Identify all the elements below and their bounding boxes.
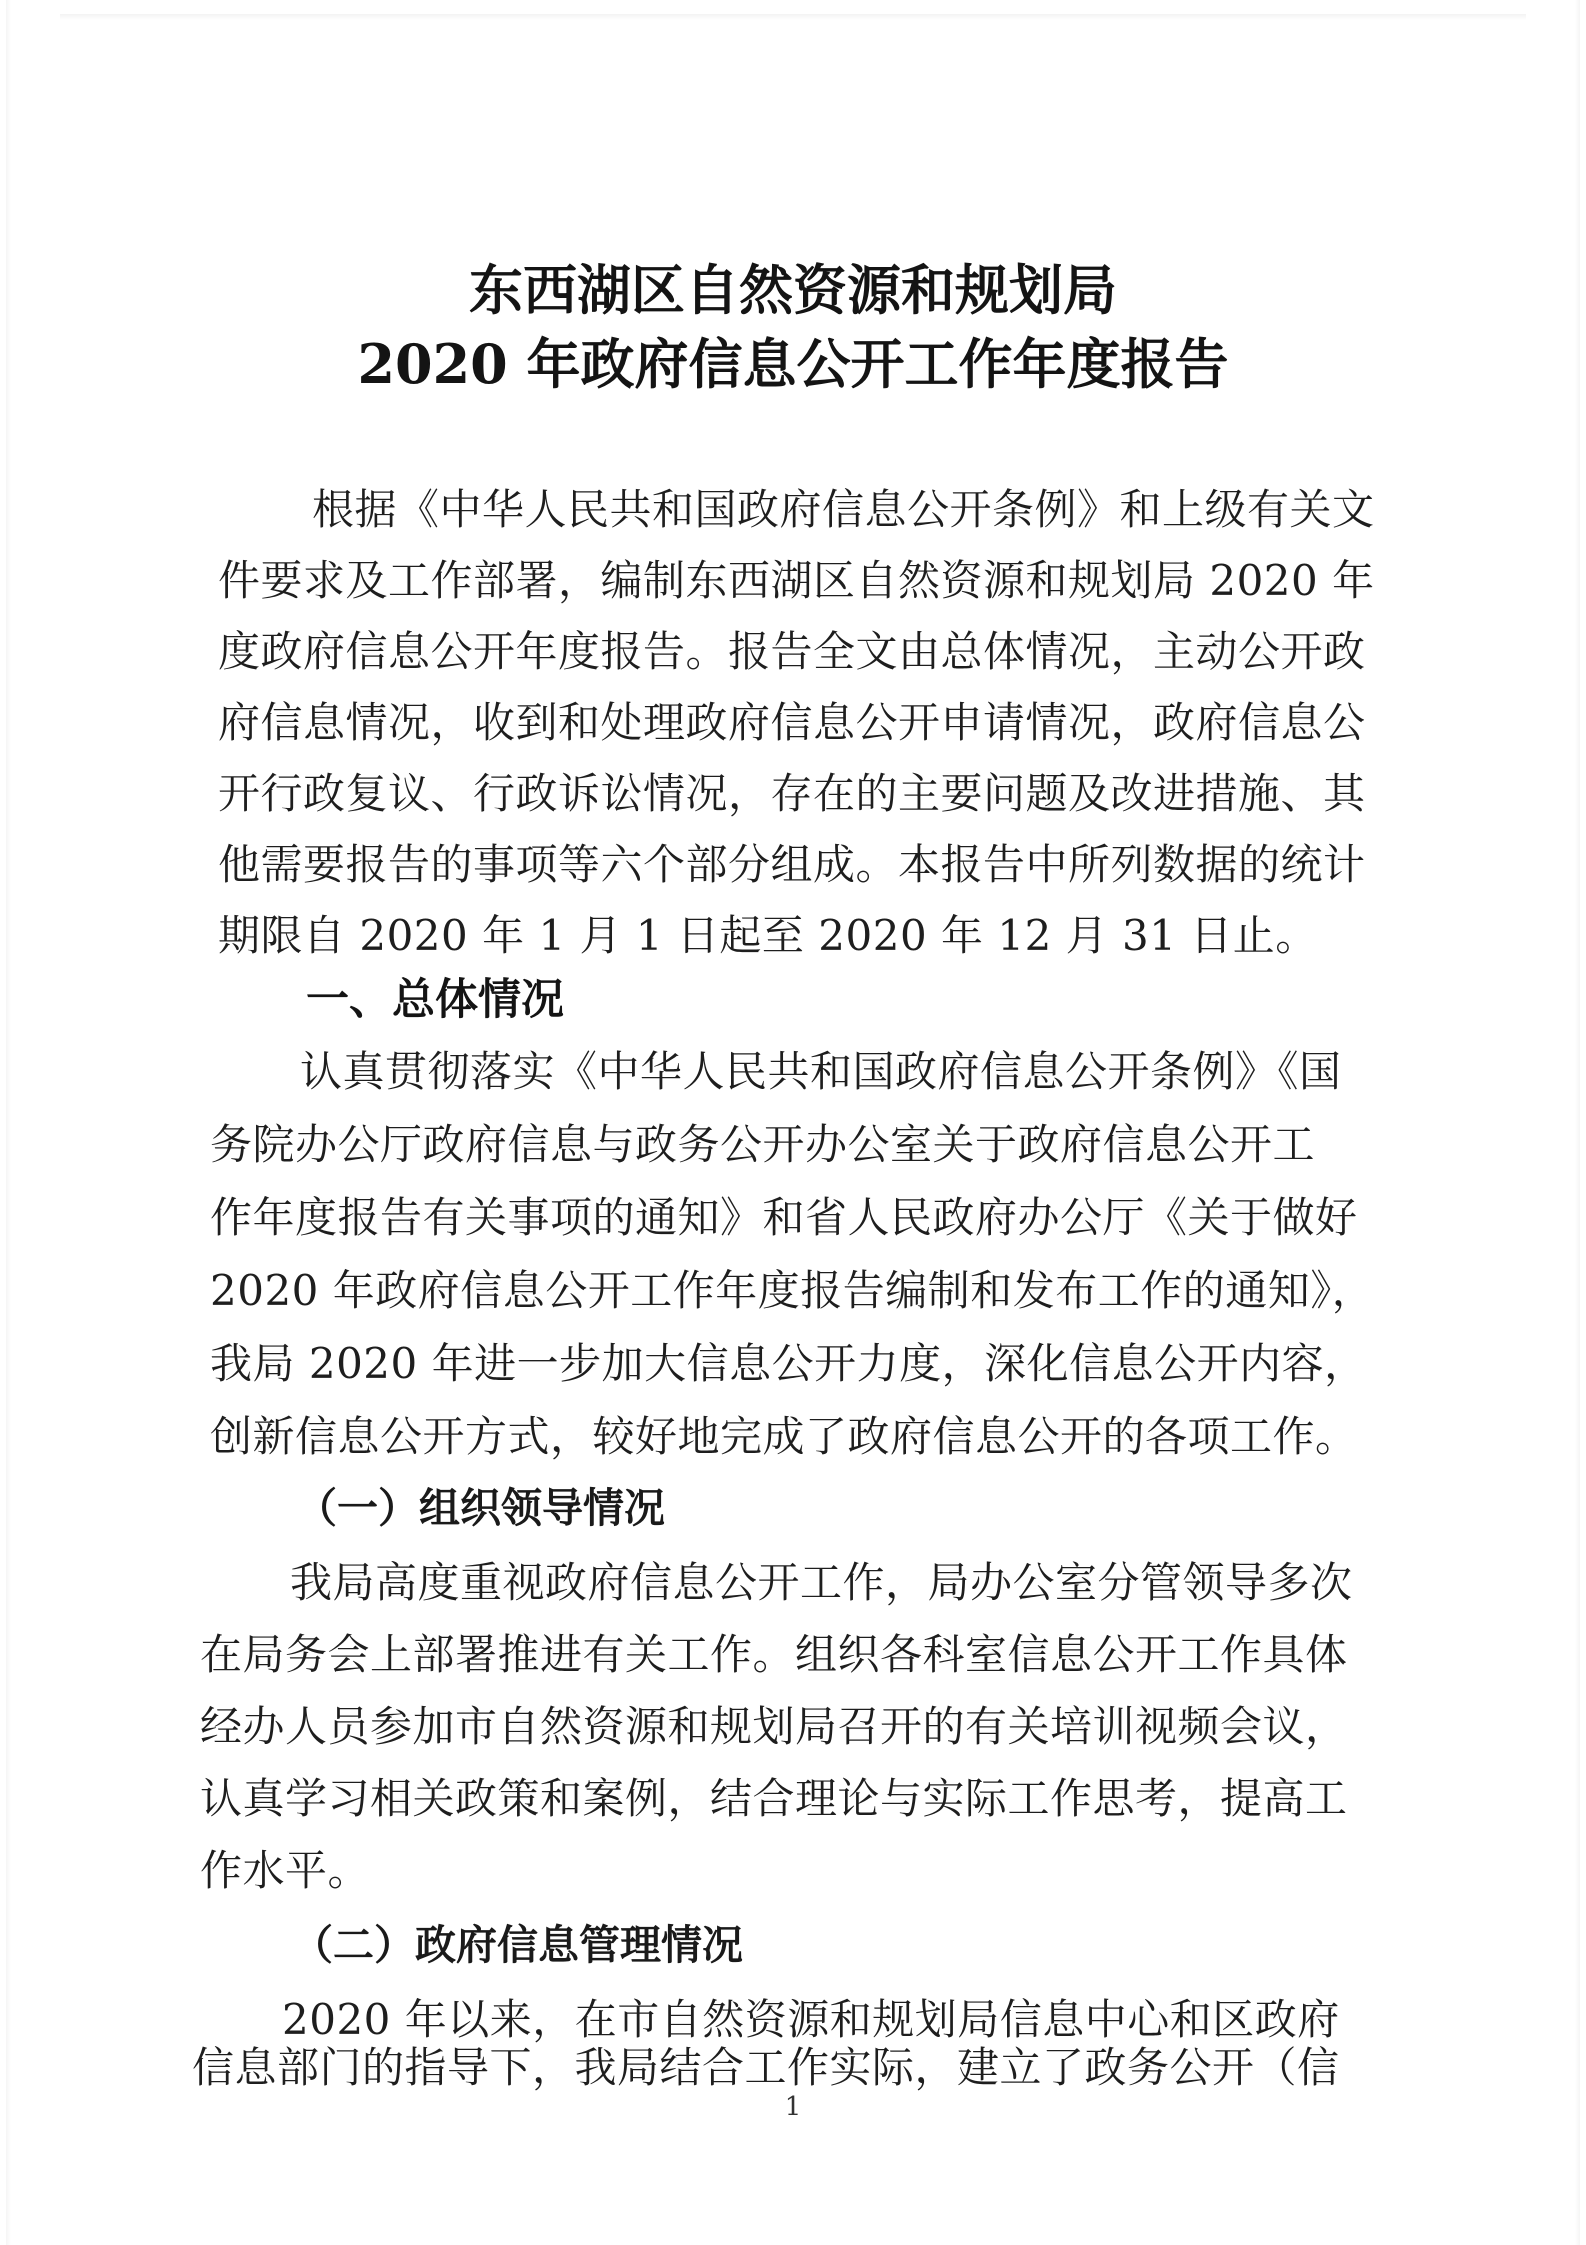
section-overview-line: 认真贯彻落实《中华人民共和国政府信息公开条例》《国 — [300, 1047, 1342, 1096]
section-overview-line: 创新信息公开方式，较好地完成了政府信息公开的各项工作。 — [210, 1412, 1358, 1461]
subsection-info-management-line: 2020 年以来，在市自然资源和规划局信息中心和区政府 — [282, 1995, 1340, 2044]
intro-line: 期限自 2020 年 1 月 1 日起至 2020 年 12 月 31 日止。 — [218, 911, 1318, 960]
intro-line: 件要求及工作部署，编制东西湖区自然资源和规划局 2020 年 — [218, 556, 1375, 605]
intro-line: 他需要报告的事项等六个部分组成。本报告中所列数据的统计 — [218, 840, 1366, 889]
scan-shadow-top — [60, 14, 1526, 20]
intro-line: 府信息情况，收到和处理政府信息公开申请情况，政府信息公 — [218, 698, 1366, 747]
section-overview-line: 2020 年政府信息公开工作年度报告编制和发布工作的通知》， — [210, 1266, 1375, 1315]
intro-line: 开行政复议、行政诉讼情况，存在的主要问题及改进措施、其 — [218, 769, 1366, 818]
section-heading-overview: 一、总体情况 — [306, 975, 564, 1025]
section-overview-line: 作年度报告有关事项的通知》和省人民政府办公厅《关于做好 — [210, 1193, 1358, 1242]
subsection-organization-line: 在局务会上部署推进有关工作。组织各科室信息公开工作具体 — [200, 1630, 1348, 1679]
intro-line: 度政府信息公开年度报告。报告全文由总体情况，主动公开政 — [218, 627, 1366, 676]
subsection-organization-line: 经办人员参加市自然资源和规划局召开的有关培训视频会议， — [200, 1702, 1348, 1751]
subsection-heading-info-management: （二）政府信息管理情况 — [292, 1921, 743, 1969]
subsection-organization-line: 我局高度重视政府信息公开工作，局办公室分管领导多次 — [290, 1558, 1353, 1607]
subsection-info-management-line: 信息部门的指导下，我局结合工作实际，建立了政务公开（信 — [192, 2043, 1340, 2092]
page-number: 1 — [784, 2092, 802, 2122]
section-overview-line: 务院办公厅政府信息与政务公开办公室关于政府信息公开工 — [210, 1120, 1316, 1169]
subsection-organization-line: 作水平。 — [200, 1846, 371, 1895]
section-overview-line: 我局 2020 年进一步加大信息公开力度，深化信息公开内容， — [210, 1339, 1367, 1388]
document-title-line-2: 2020 年政府信息公开工作年度报告 — [357, 332, 1229, 396]
subsection-heading-organization: （一）组织领导情况 — [296, 1484, 665, 1532]
subsection-organization-line: 认真学习相关政策和案例，结合理论与实际工作思考，提高工 — [200, 1774, 1348, 1823]
intro-line: 根据《中华人民共和国政府信息公开条例》和上级有关文 — [312, 485, 1375, 534]
document-title-line-1: 东西湖区自然资源和规划局 — [469, 258, 1117, 322]
